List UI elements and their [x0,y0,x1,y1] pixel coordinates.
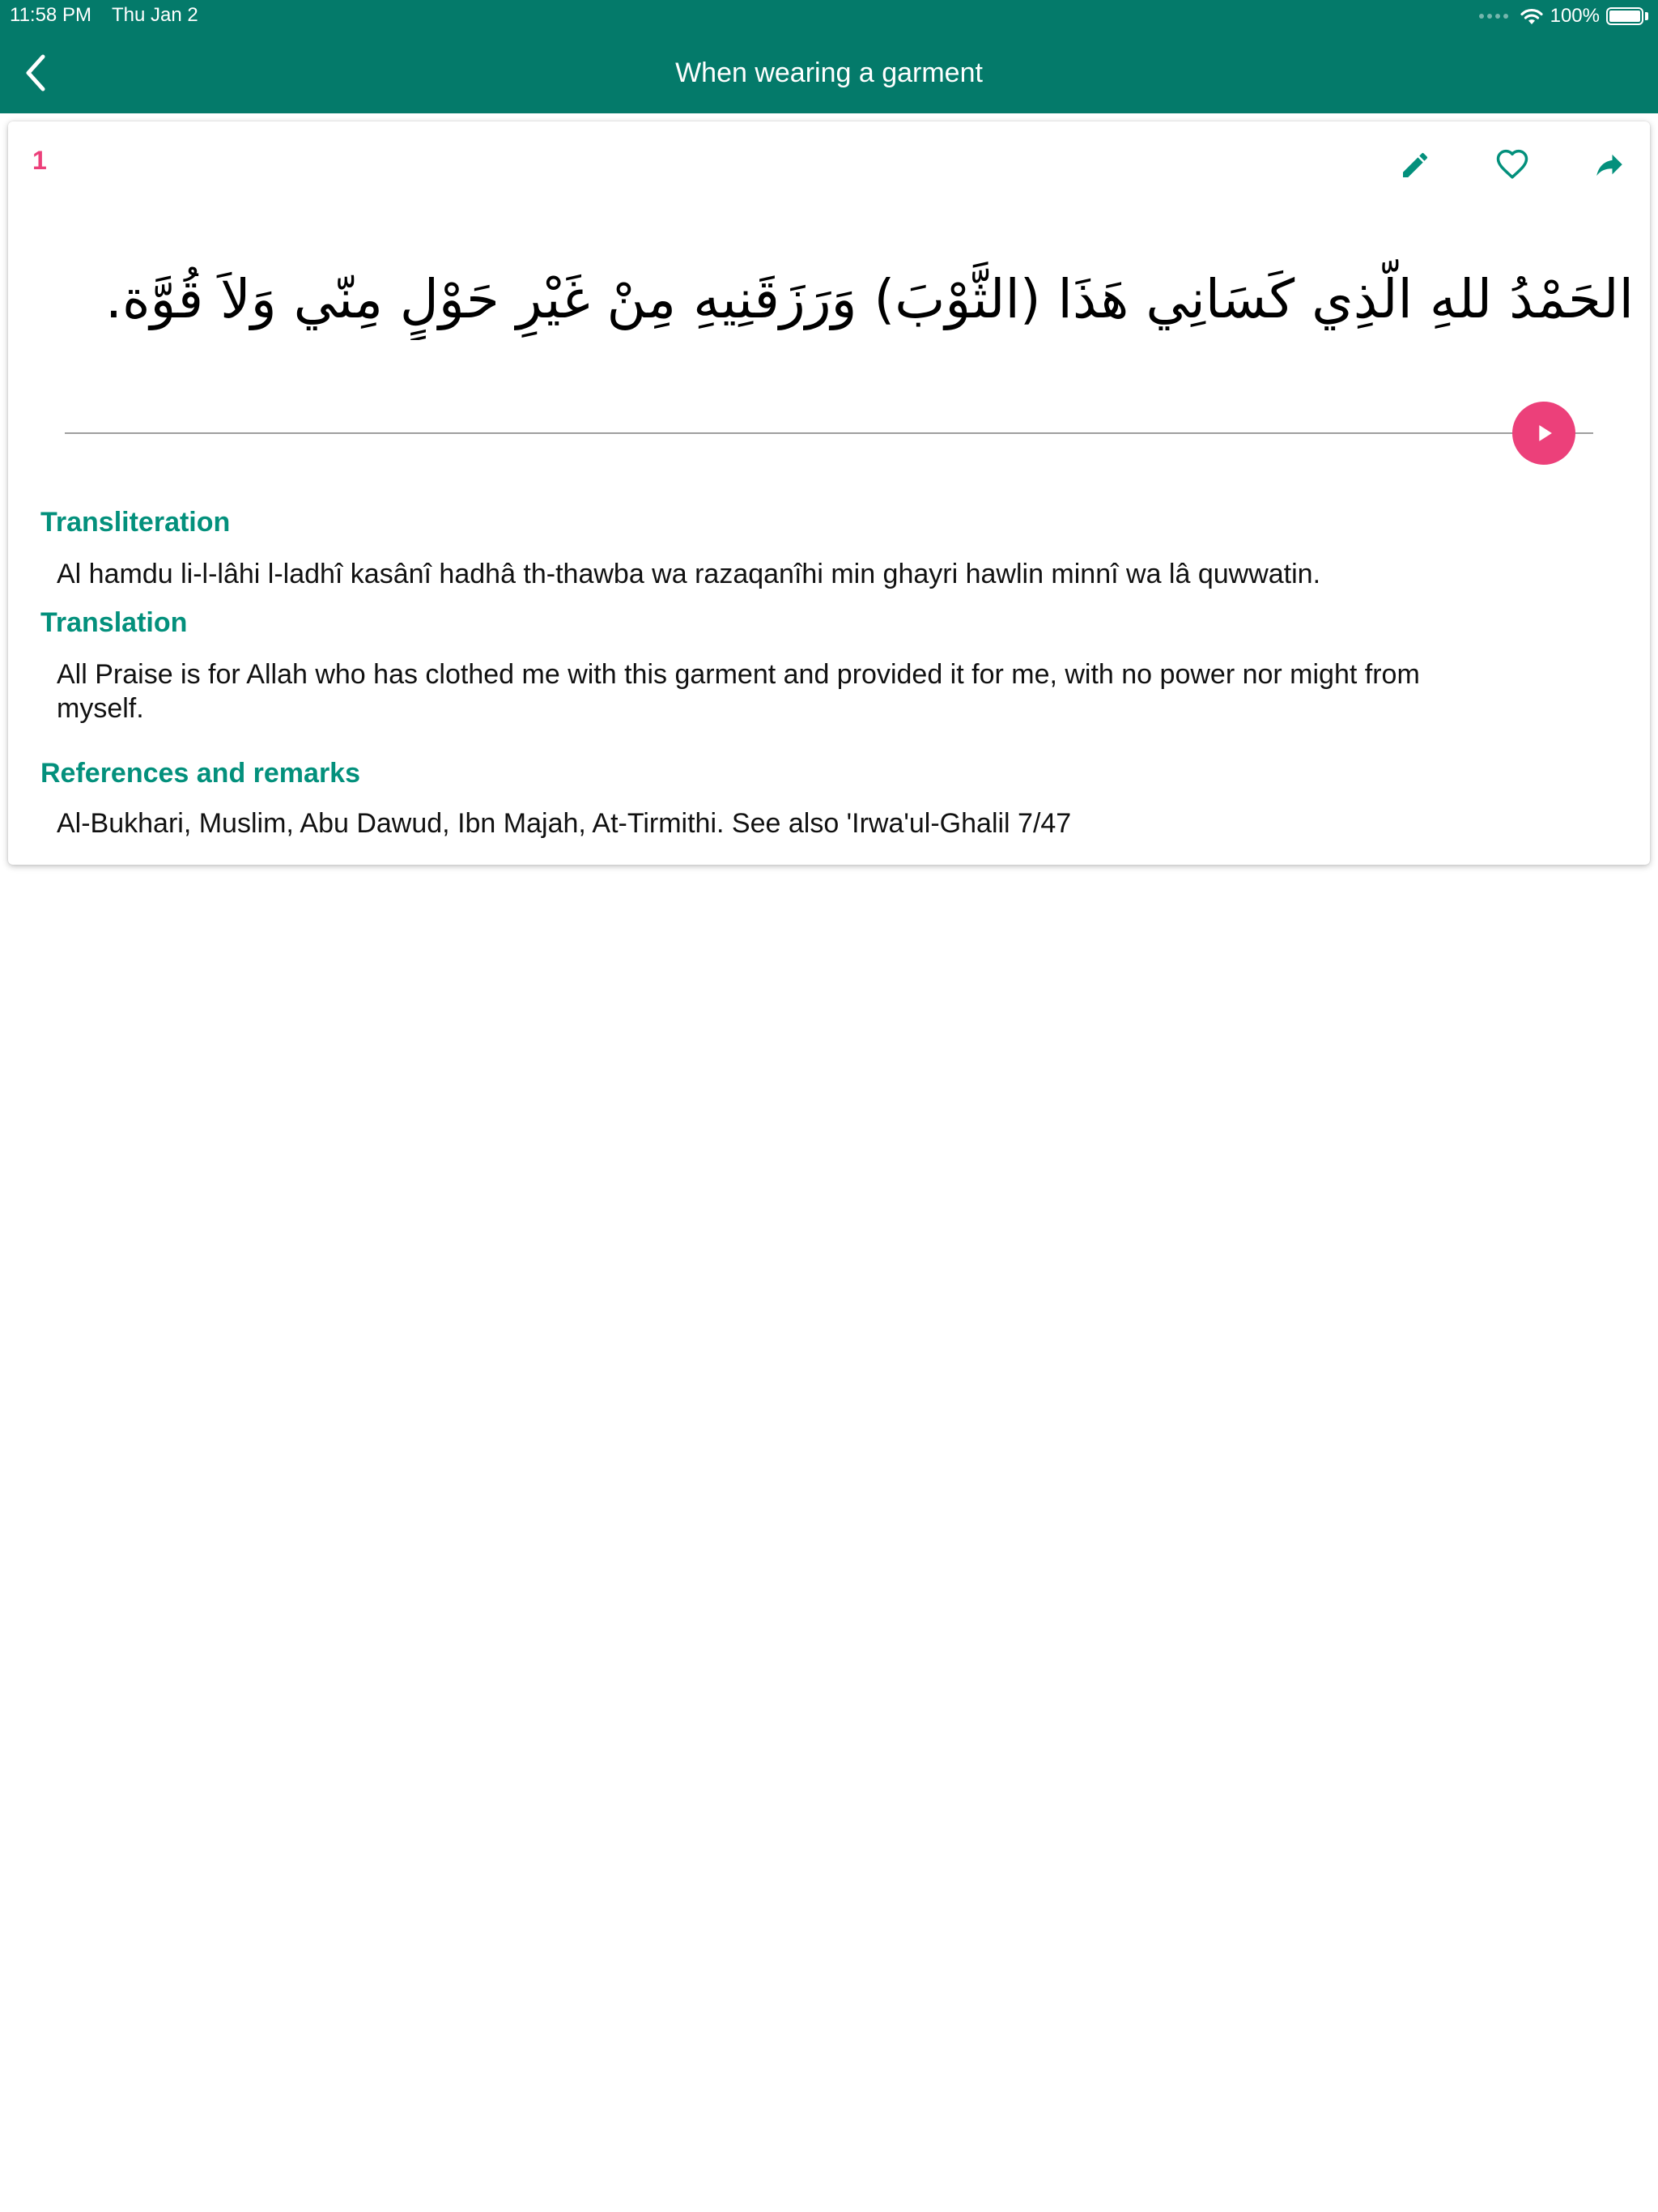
play-icon [1530,419,1558,447]
page-title: When wearing a garment [675,57,983,88]
status-time: 11:58 PM [10,4,91,26]
references-text: Al-Bukhari, Muslim, Abu Dawud, Ibn Majah, At-Tirmithi. See also 'Irwa'ul-Ghalil 7/47 [57,808,1072,839]
translation-heading: Translation [40,607,188,638]
transliteration-heading: Transliteration [40,507,231,538]
audio-progress-track[interactable] [65,432,1593,434]
dua-card [8,121,1650,865]
navigation-bar [0,32,1658,113]
share-button[interactable] [1584,139,1635,191]
status-bar [0,0,1658,32]
battery-icon [1606,7,1643,25]
status-date: Thu Jan 2 [112,4,198,26]
share-icon [1592,148,1626,182]
favorite-button[interactable] [1486,139,1538,191]
play-button[interactable] [1512,402,1575,465]
status-indicators [1479,3,1648,29]
wifi-icon [1520,7,1544,25]
references-heading: References and remarks [40,758,361,789]
translation-text: All Praise is for Allah who has clothed me with this garment and provided it for me, with no power nor might from myself. [57,659,1420,724]
edit-button[interactable] [1389,139,1441,191]
pencil-icon [1399,149,1431,181]
cellular-signal-icon [1479,14,1508,19]
app-header [0,0,1658,113]
battery-percent: 100% [1550,5,1600,27]
transliteration-text: Al hamdu li-l-lâhi l-ladhî kasânî hadhâ th-thawba wa razaqanîhi min ghayri hawlin minnî wa lâ quwwatin. [57,559,1321,589]
heart-icon [1495,148,1529,182]
dua-number: 1 [32,146,47,175]
arabic-text: الحَمْدُ للهِ الّذِي كَسَانِي هَذَا (الثَّوْبَ) وَرَزَقَنِيهِ مِنْ غَيْرِ حَوْلٍ مِنّي وَلاَ قُوَّة. [104,268,1634,330]
